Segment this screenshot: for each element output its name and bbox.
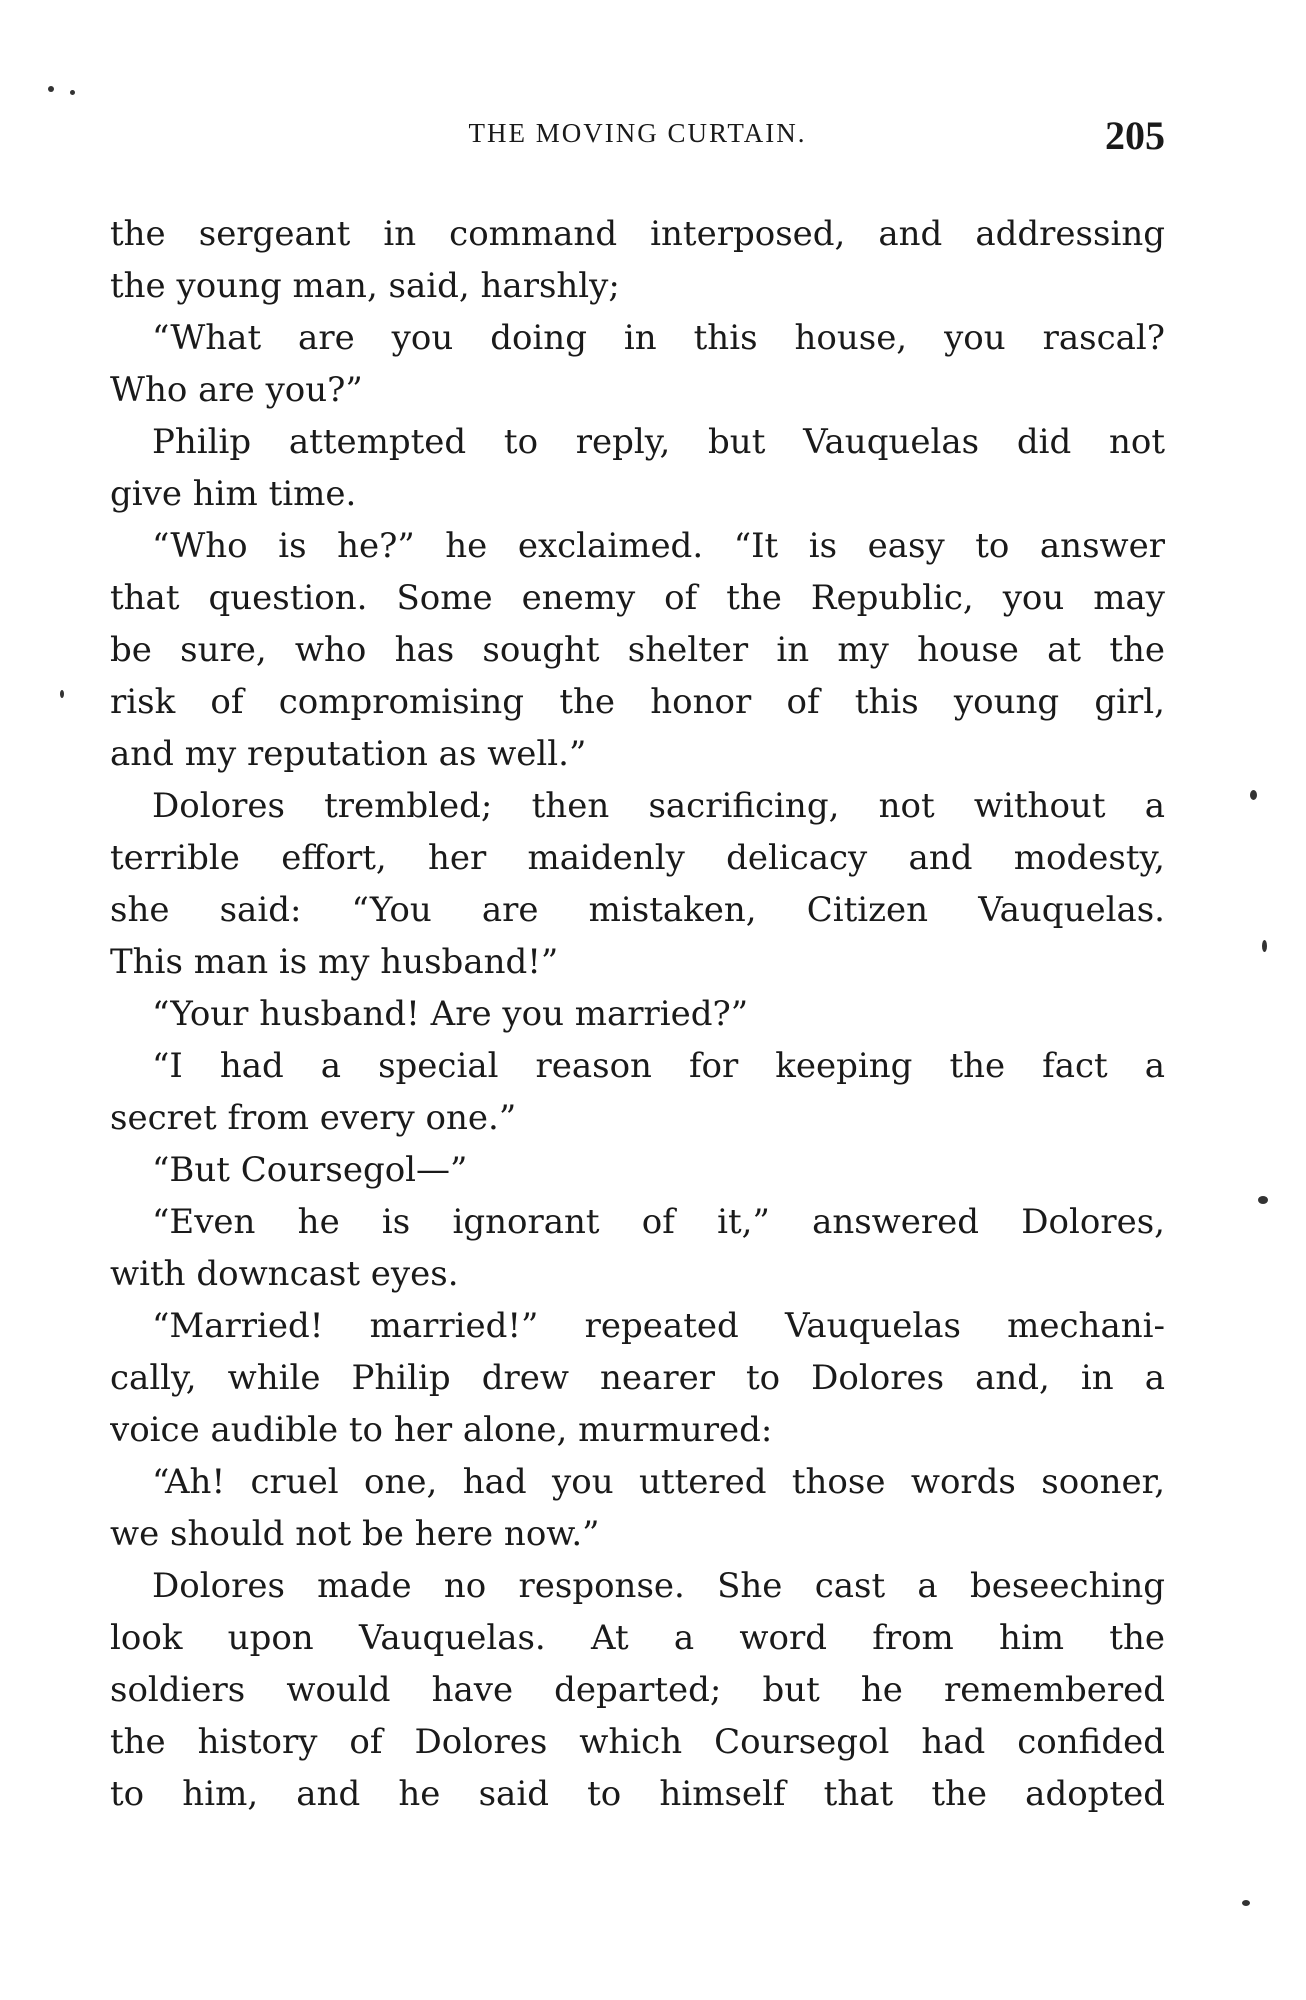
text-line-20: “Even he is ignorant of it,” answered Dolores, <box>152 1202 1165 1242</box>
text-line-5: Philip attempted to reply, but Vauquelas did not <box>152 422 1165 462</box>
text-line-15: This man is my husband!” <box>110 942 559 982</box>
text-line-3: “What are you doing in this house, you rascal? <box>152 318 1165 358</box>
text-line-21: with downcast eyes. <box>110 1254 459 1294</box>
scan-speck <box>1258 1196 1268 1204</box>
text-line-16: “Your husband! Are you married?” <box>152 994 749 1034</box>
text-line-31: to him, and he said to himself that the adopted <box>110 1774 1165 1814</box>
text-line-10: risk of compromising the honor of this young girl, <box>110 682 1165 722</box>
text-line-4: Who are you?” <box>110 370 363 410</box>
page-header <box>110 112 1165 162</box>
text-line-1: the sergeant in command interposed, and addressing <box>110 214 1165 254</box>
text-line-6: give him time. <box>110 474 357 514</box>
scan-speck <box>1242 1900 1250 1906</box>
text-line-17: “I had a special reason for keeping the fact a <box>152 1046 1165 1086</box>
text-line-29: soldiers would have departed; but he remembered <box>110 1670 1165 1710</box>
scan-speck <box>70 90 75 95</box>
text-line-9: be sure, who has sought shelter in my house at the <box>110 630 1165 670</box>
text-line-18: secret from every one.” <box>110 1098 517 1138</box>
text-line-28: look upon Vauquelas. At a word from him the <box>110 1618 1165 1658</box>
scan-speck <box>48 86 54 92</box>
text-line-27: Dolores made no response. She cast a beseeching <box>152 1566 1165 1606</box>
text-line-25: “Ah! cruel one, had you uttered those words sooner, <box>152 1462 1165 1502</box>
text-line-14: she said: “You are mistaken, Citizen Vauquelas. <box>110 890 1165 930</box>
text-line-13: terrible effort, her maidenly delicacy and modesty, <box>110 838 1165 878</box>
body-text <box>110 208 1165 1820</box>
text-line-12: Dolores trembled; then sacrificing, not without a <box>152 786 1165 826</box>
text-line-19: “But Coursegol—” <box>152 1150 468 1190</box>
running-title: THE MOVING CURTAIN. <box>468 118 807 148</box>
text-line-7: “Who is he?” he exclaimed. “It is easy to answer <box>152 526 1165 566</box>
scan-speck <box>1250 790 1257 800</box>
text-line-24: voice audible to her alone, murmured: <box>110 1410 773 1450</box>
scan-speck <box>60 690 64 698</box>
text-line-11: and my reputation as well.” <box>110 734 587 774</box>
text-line-2: the young man, said, harshly; <box>110 266 620 306</box>
page-number: 205 <box>1105 113 1165 158</box>
text-line-8: that question. Some enemy of the Republic, you may <box>110 578 1165 618</box>
scan-speck <box>1262 940 1267 952</box>
text-line-26: we should not be here now.” <box>110 1514 600 1554</box>
text-line-23: cally, while Philip drew nearer to Dolores and, in a <box>110 1358 1165 1398</box>
text-line-30: the history of Dolores which Coursegol had confided <box>110 1722 1165 1762</box>
text-line-22: “Married! married!” repeated Vauquelas mechani- <box>152 1306 1165 1346</box>
